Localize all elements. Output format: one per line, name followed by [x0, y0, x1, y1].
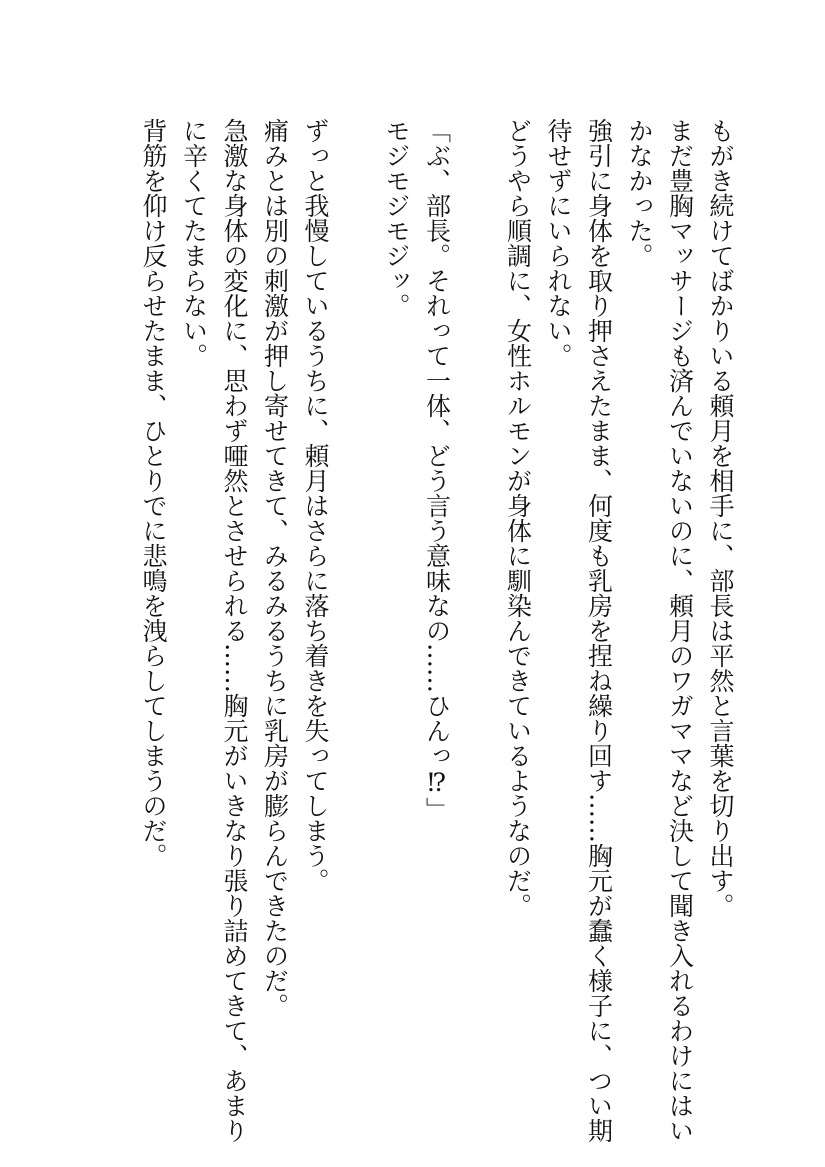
paragraph-gap [335, 118, 376, 1068]
text-line: 痛みとは別の刺激が押し寄せてきて、みるみるうちに乳房が膨らんできたのだ。 [260, 118, 290, 1018]
text-line: に辛くてたまらない。 [179, 118, 209, 368]
text-line: 背筋を仰け反らせたまま、ひとりでに悲鳴を洩らしてしまうのだ。 [139, 118, 168, 868]
text-line: 急激な身体の変化に、思わず唖然とさせられる……胸元がいきなり張り詰めてきて、あまり [220, 118, 249, 1143]
text-line: ずっと我慢しているうちに、頼月はさらに落ち着きを失ってしまう。 [301, 118, 330, 893]
text-line: まだ豊胸マッサージも済んでいないのに、頼月のワガママなど決して聞き入れるわけにはい [665, 118, 695, 1143]
dialogue-line: 「ぶ、部長。それって一体、どう言う意味なの……ひんっ⁉」 [422, 118, 452, 822]
text-line: モジモジモジッ。 [382, 118, 411, 318]
text-line: もがき続けてばかりいる頼月を相手に、部長は平然と言葉を切り出す。 [706, 118, 735, 918]
paragraph-gap [457, 118, 498, 1068]
text-line: 待せずにいられない。 [544, 118, 573, 368]
text-line: どうやら順調に、女性ホルモンが身体に馴染んできているようなのだ。 [503, 118, 533, 918]
vertical-text-block [133, 118, 741, 1143]
text-line: かなかった。 [625, 118, 654, 268]
text-line: 強引に身体を取り押さえたまま、何度も乳房を捏ね繰り回す……胸元が蠢く様子に、つい期 [584, 118, 614, 1143]
